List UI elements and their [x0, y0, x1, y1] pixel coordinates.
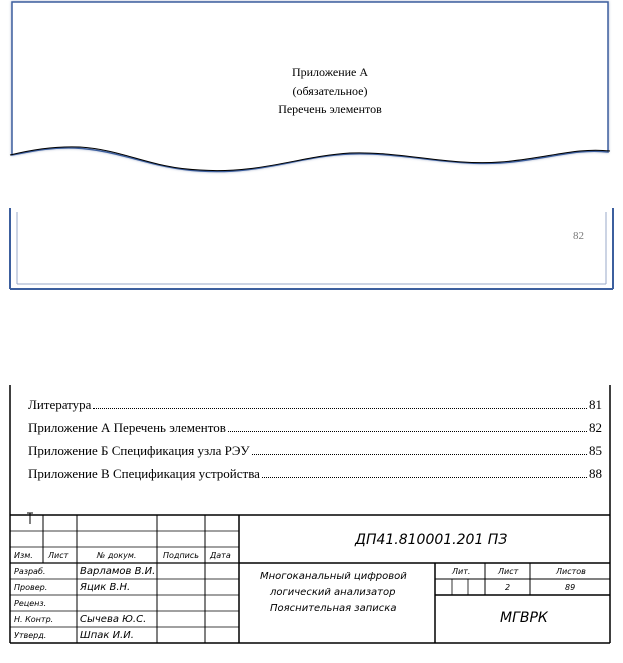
doc-title-line3: Пояснительная записка: [270, 603, 397, 614]
toc-page: 82: [589, 420, 602, 435]
sheets-value: 89: [565, 583, 576, 592]
toc-entry[interactable]: [28, 420, 602, 438]
page-excerpt-frame: [0, 0, 623, 300]
name-norm-control: Сычева Ю.С.: [80, 614, 147, 625]
doc-title-line1: Многоканальный цифровой: [260, 571, 407, 582]
appendix-status: (обязательное): [292, 84, 368, 98]
toc-title: Литература: [28, 397, 92, 412]
organization-name: МГВРК: [500, 610, 548, 626]
header-list: Лист: [48, 551, 69, 560]
document-designation: ДП41.810001.201 ПЗ: [355, 532, 508, 548]
toc-page: 85: [589, 443, 602, 458]
toc-page: 81: [589, 397, 602, 412]
role-developer: Разраб.: [14, 567, 46, 576]
name-developer: Варламов В.И.: [80, 566, 156, 577]
role-reviewer: Реценз.: [14, 599, 47, 608]
page-number: 82: [573, 230, 584, 242]
page-excerpt: [0, 0, 623, 300]
doc-title-line2: логический анализатор: [270, 587, 396, 598]
toc-entry[interactable]: [28, 397, 602, 415]
sheets-label: Листов: [556, 567, 586, 576]
toc-title: Приложение А Перечень элементов: [28, 420, 226, 435]
sheet-value: 2: [505, 583, 511, 592]
role-checker: Провер.: [14, 583, 48, 592]
sheet-label: Лист: [498, 567, 519, 576]
role-approver: Утверд.: [14, 631, 47, 640]
lit-label: Лит.: [452, 567, 471, 576]
toc-title: Приложение В Спецификация устройства: [28, 466, 260, 481]
lower-page-sheet: [10, 208, 613, 289]
toc-leader: [262, 477, 587, 478]
toc-leader: [93, 408, 587, 409]
header-date: Дата: [210, 551, 231, 560]
appendix-title: Приложение А: [291, 65, 369, 79]
appendix-subtitle: Перечень элементов: [278, 102, 382, 116]
role-norm-control: Н. Контр.: [14, 615, 54, 624]
toc-leader: [228, 431, 587, 432]
header-signature: Подпись: [163, 551, 199, 560]
header-doc-no: № докум.: [97, 551, 137, 560]
toc-title: Приложение Б Спецификация узла РЭУ: [28, 443, 250, 458]
header-izm: Изм.: [14, 551, 33, 560]
toc-entry[interactable]: [28, 466, 602, 484]
toc-page: 88: [589, 466, 602, 481]
name-checker: Яцик В.Н.: [80, 582, 131, 593]
toc-leader: [252, 454, 587, 455]
toc-entry[interactable]: [28, 443, 602, 461]
name-approver: Шпак И.И.: [80, 630, 134, 641]
